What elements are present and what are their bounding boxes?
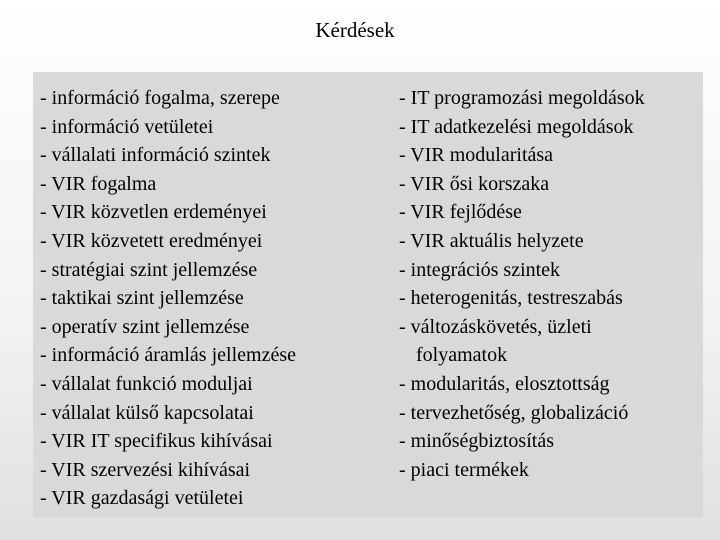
list-item: - taktikai szint jellemzése — [40, 287, 244, 310]
list-item: - VIR aktuális helyzete — [399, 229, 584, 252]
slide-title: Kérdések — [315, 18, 395, 42]
list-item: - VIR fogalma — [40, 172, 157, 195]
left-question-list — [40, 84, 390, 513]
list-item: - VIR ősi korszaka — [399, 172, 550, 195]
list-item: - vállalati információ szintek — [40, 144, 271, 167]
list-item-continuation — [399, 341, 703, 370]
list-item: - IT programozási megoldások — [399, 87, 645, 109]
list-item: - modularitás, elosztottság — [399, 372, 610, 395]
list-item: - piaci termékek — [399, 458, 529, 481]
list-item: - vállalat funkció moduljai — [40, 372, 253, 395]
list-item: - integrációs szintek — [399, 258, 561, 281]
list-item: - VIR közvetlen erdeményei — [40, 201, 267, 224]
list-item: - stratégiai szint jellemzése — [40, 258, 258, 281]
list-item: - VIR fejlődése — [399, 201, 522, 224]
list-item: - VIR IT specifikus kihívásai — [40, 430, 273, 453]
list-item: - VIR szervezési kihívásai — [40, 458, 251, 481]
list-item: - operatív szint jellemzése — [40, 315, 250, 338]
list-item: - vállalat külső kapcsolatai — [40, 401, 254, 424]
list-item: - változáskövetés, üzleti — [399, 315, 592, 338]
list-item: - információ fogalma, szerepe — [40, 87, 280, 109]
list-item: - IT adatkezelési megoldások — [399, 115, 634, 138]
questions-panel — [33, 72, 703, 517]
list-item: - VIR gazdasági vetületei — [40, 487, 244, 510]
list-item: - információ áramlás jellemzése — [40, 344, 296, 367]
list-item: - heterogenitás, testreszabás — [399, 287, 623, 310]
list-item: - tervezhetőség, globalizáció — [399, 401, 629, 424]
list-item: - VIR modularitása — [399, 144, 554, 167]
list-item: - VIR közvetett eredményei — [40, 229, 263, 252]
list-item: - minőségbiztosítás — [399, 430, 554, 453]
list-item: - információ vetületei — [40, 115, 214, 138]
right-question-list — [399, 84, 703, 484]
continuation-text: folyamatok — [416, 344, 508, 367]
